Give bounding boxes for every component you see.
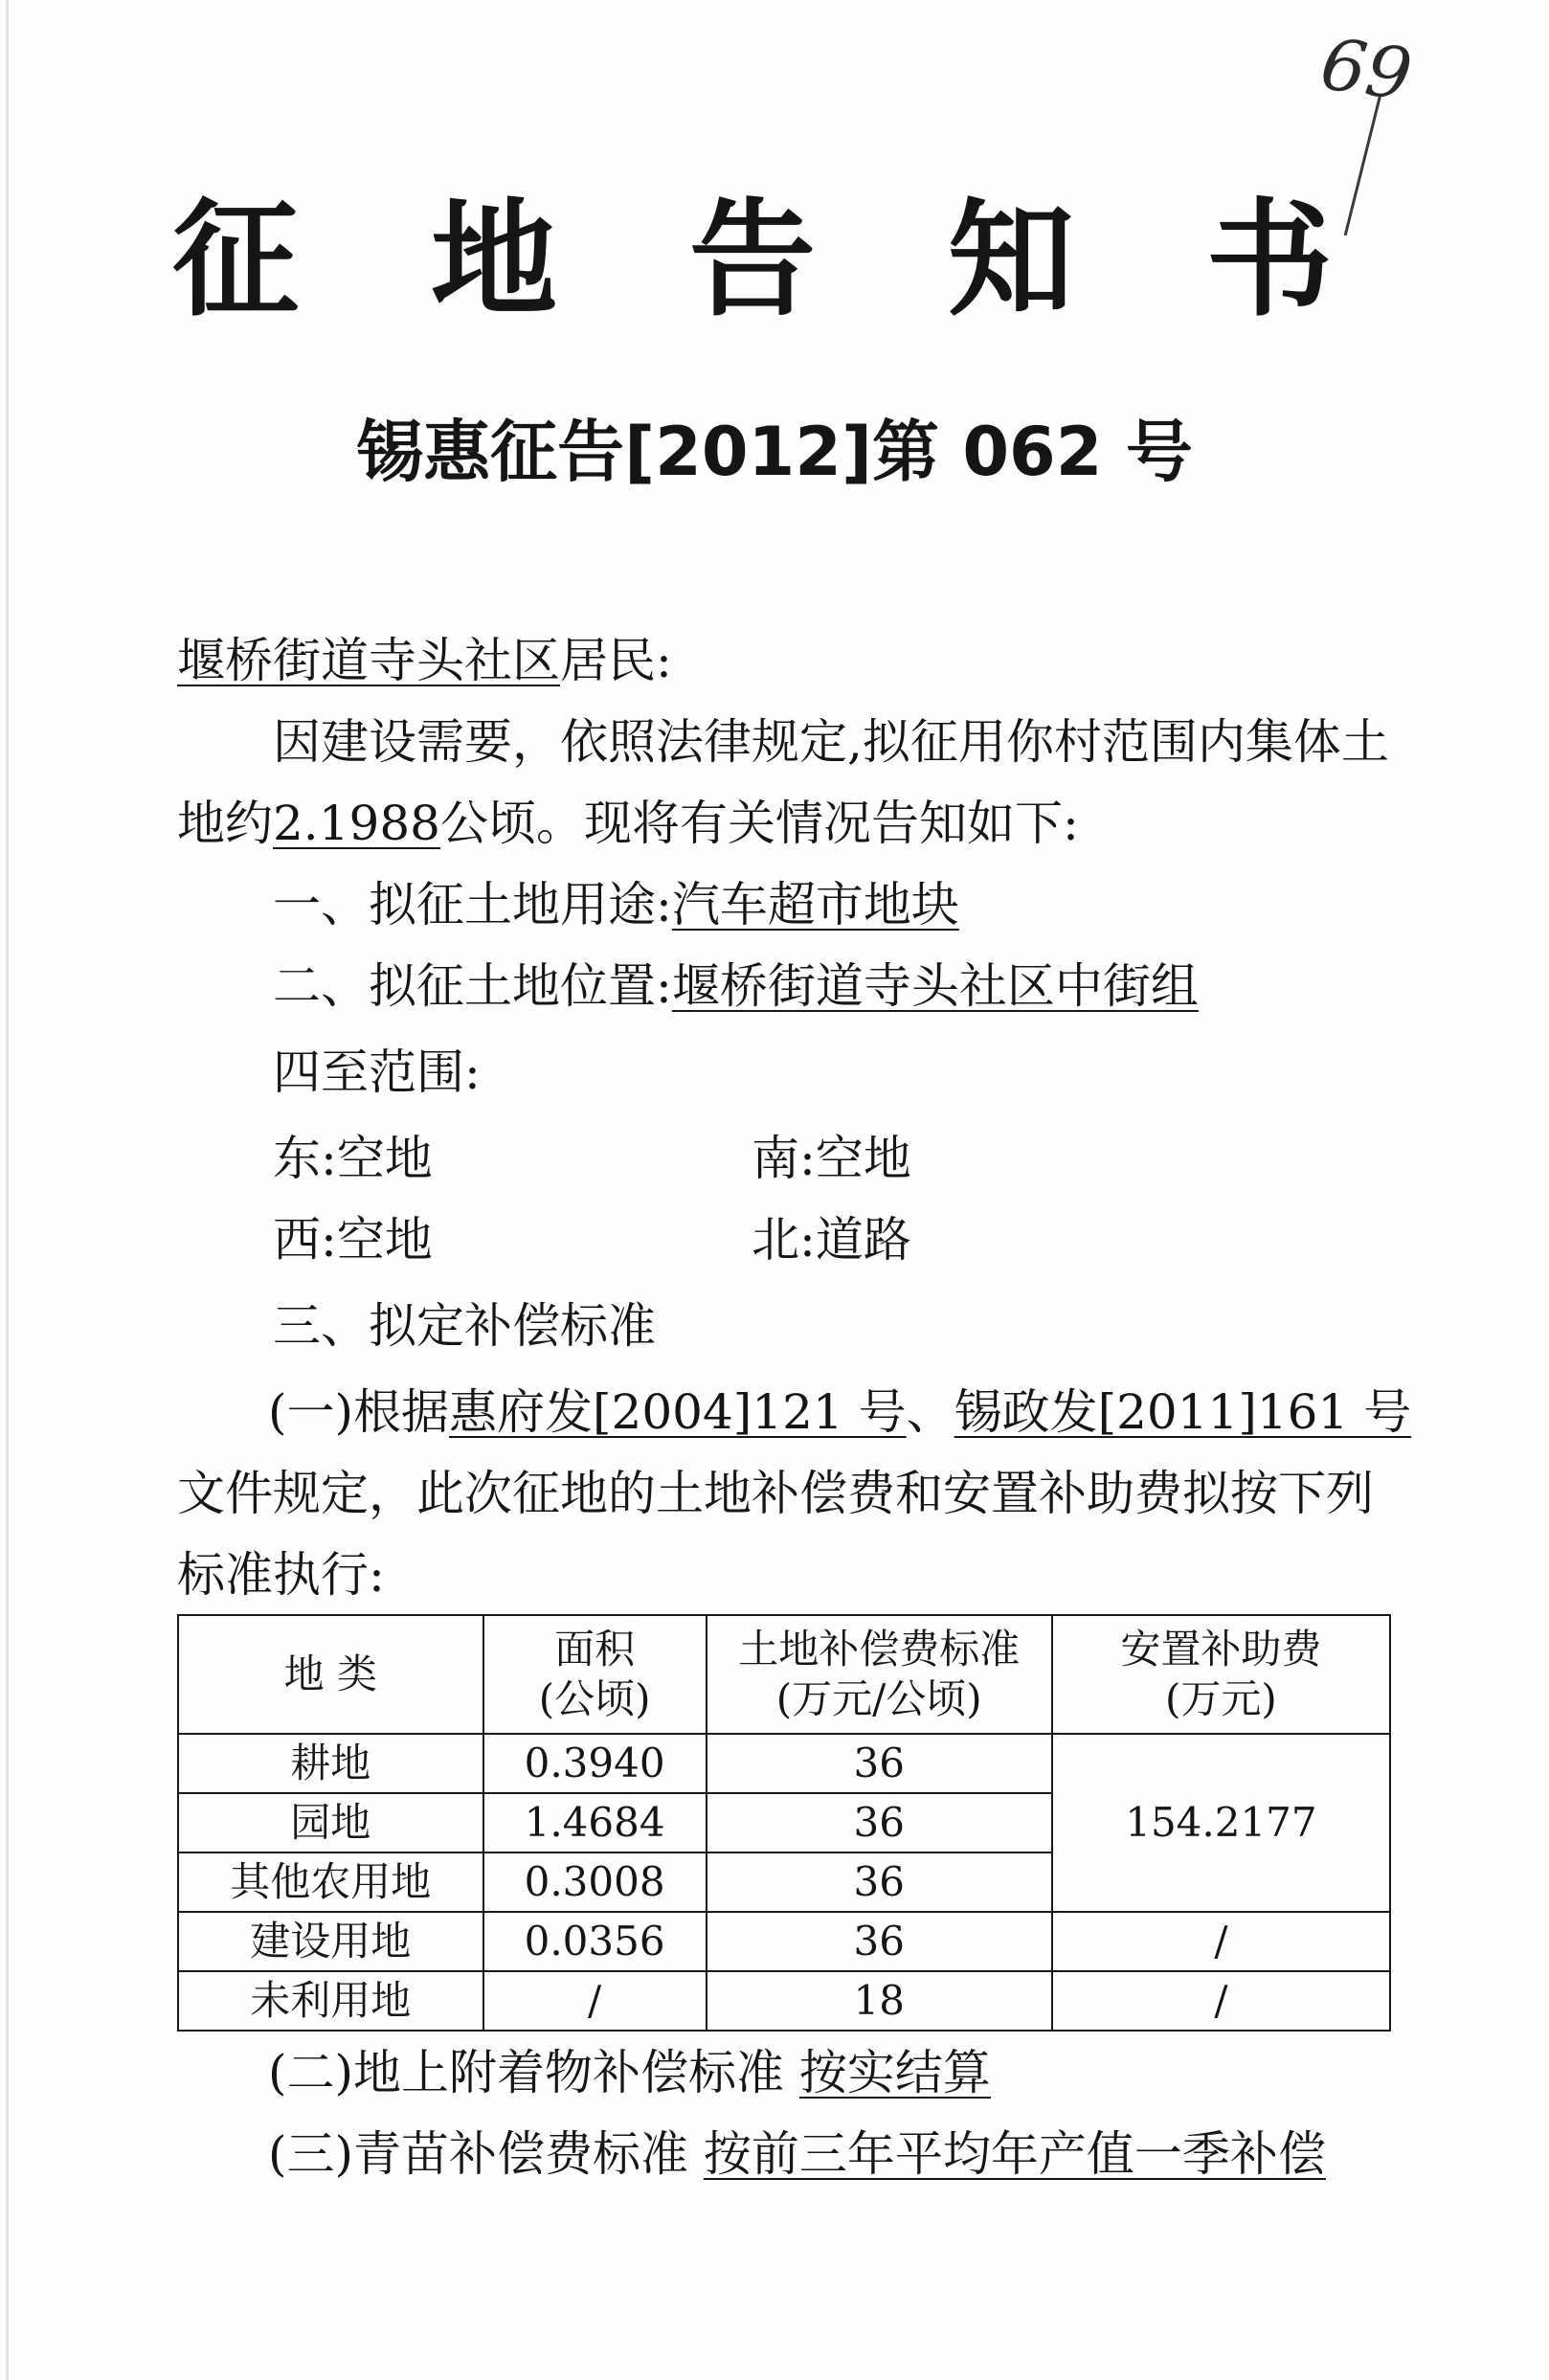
item1-line — [273, 876, 959, 933]
item3-sub1-line3: 标准执行: — [177, 1547, 385, 1603]
header-area-line1: 面积 — [554, 1625, 636, 1673]
doc-ref-a: 惠府发[2004]121 号 — [449, 1384, 907, 1440]
cell-standard: 18 — [707, 1971, 1052, 2031]
cell-standard: 36 — [707, 1912, 1052, 1971]
intro-line-2 — [177, 795, 1079, 852]
header-std-line2: (万元/公顷) — [775, 1675, 982, 1722]
item1-value: 汽车超市地块 — [671, 877, 959, 932]
item3-sub3-line — [268, 2125, 1326, 2183]
table-row — [178, 1734, 1390, 1793]
cell-standard: 36 — [707, 1852, 1052, 1912]
sub2-label: (二)地上附着物补偿标准 — [268, 2045, 785, 2100]
item2-line — [273, 957, 1199, 1015]
compensation-table — [177, 1614, 1391, 2032]
cell-subsidy: / — [1052, 1912, 1390, 1971]
header-sub-line2: (万元) — [1165, 1675, 1277, 1722]
item1-label: 一、拟征土地用途: — [273, 877, 672, 932]
addressee-suffix: 居民: — [560, 633, 672, 688]
doc-ref-b: 锡政发[2011]161 号 — [954, 1384, 1412, 1440]
item2-label: 二、拟征土地位置: — [273, 958, 672, 1014]
table-header-row — [178, 1615, 1390, 1734]
intro-prefix: 地约 — [177, 796, 273, 851]
sub3-value: 按前三年平均年产值一季补偿 — [703, 2126, 1326, 2182]
cell-standard: 36 — [707, 1793, 1052, 1852]
item3-sub1-line2: 文件规定，此次征地的土地补偿费和安置补助费拟按下列 — [177, 1466, 1374, 1521]
cell-area: 0.3008 — [483, 1852, 707, 1912]
item3-sub2-line — [268, 2044, 991, 2101]
cell-area: / — [483, 1971, 707, 2031]
cell-area: 1.4684 — [483, 1793, 707, 1852]
item2-value: 堰桥街道寺头社区中街组 — [671, 958, 1199, 1014]
cell-land-type: 其他农用地 — [178, 1852, 483, 1912]
boundaries-heading: 四至范围: — [273, 1044, 481, 1100]
cell-area: 0.3940 — [483, 1734, 707, 1793]
header-area — [483, 1615, 707, 1734]
handwritten-page-number: 69 — [1315, 22, 1417, 118]
cell-subsidy: / — [1052, 1971, 1390, 2031]
cell-standard: 36 — [707, 1734, 1052, 1793]
scan-edge — [6, 0, 9, 2380]
cell-merged-subsidy: 154.2177 — [1052, 1734, 1390, 1912]
sub3-label: (三)青苗补偿费标准 — [268, 2126, 689, 2182]
cell-land-type: 耕地 — [178, 1734, 483, 1793]
cell-land-type: 园地 — [178, 1793, 483, 1852]
intro-line-1: 因建设需要，依照法律规定,拟征用你村范围内集体土 — [273, 714, 1389, 770]
cell-land-type: 未利用地 — [178, 1971, 483, 2031]
sub1-sep: 、 — [906, 1384, 954, 1440]
table-row — [178, 1971, 1390, 2031]
table-row — [178, 1912, 1390, 1971]
cell-land-type: 建设用地 — [178, 1912, 483, 1971]
header-std-line1: 土地补偿费标准 — [738, 1625, 1021, 1673]
area-value: 2.1988 — [273, 796, 440, 851]
header-area-line2: (公顷) — [538, 1675, 651, 1722]
addressee: 堰桥街道寺头社区 — [177, 633, 560, 688]
header-land-type: 地 类 — [178, 1615, 483, 1734]
cell-area: 0.0356 — [483, 1912, 707, 1971]
header-resettlement-subsidy — [1052, 1615, 1390, 1734]
document-title: 征 地 告 知 书 — [172, 187, 1377, 334]
header-compensation-standard — [707, 1615, 1052, 1734]
document-number: 锡惠征告[2012]第 062 号 — [356, 413, 1193, 491]
boundary-south: 南:空地 — [752, 1131, 911, 1186]
salutation-line — [177, 632, 672, 689]
boundary-north: 北:道路 — [752, 1212, 911, 1268]
sub2-value: 按实结算 — [798, 2045, 991, 2100]
intro-suffix: 公顷。现将有关情况告知如下: — [439, 796, 1079, 851]
boundary-west: 西:空地 — [273, 1212, 433, 1268]
header-sub-line1: 安置补助费 — [1120, 1625, 1322, 1673]
boundary-east: 东:空地 — [273, 1131, 433, 1186]
item3-sub1-line1 — [268, 1383, 1411, 1441]
item3-heading: 三、拟定补偿标准 — [273, 1298, 656, 1354]
sub1-prefix: (一)根据 — [268, 1384, 450, 1440]
